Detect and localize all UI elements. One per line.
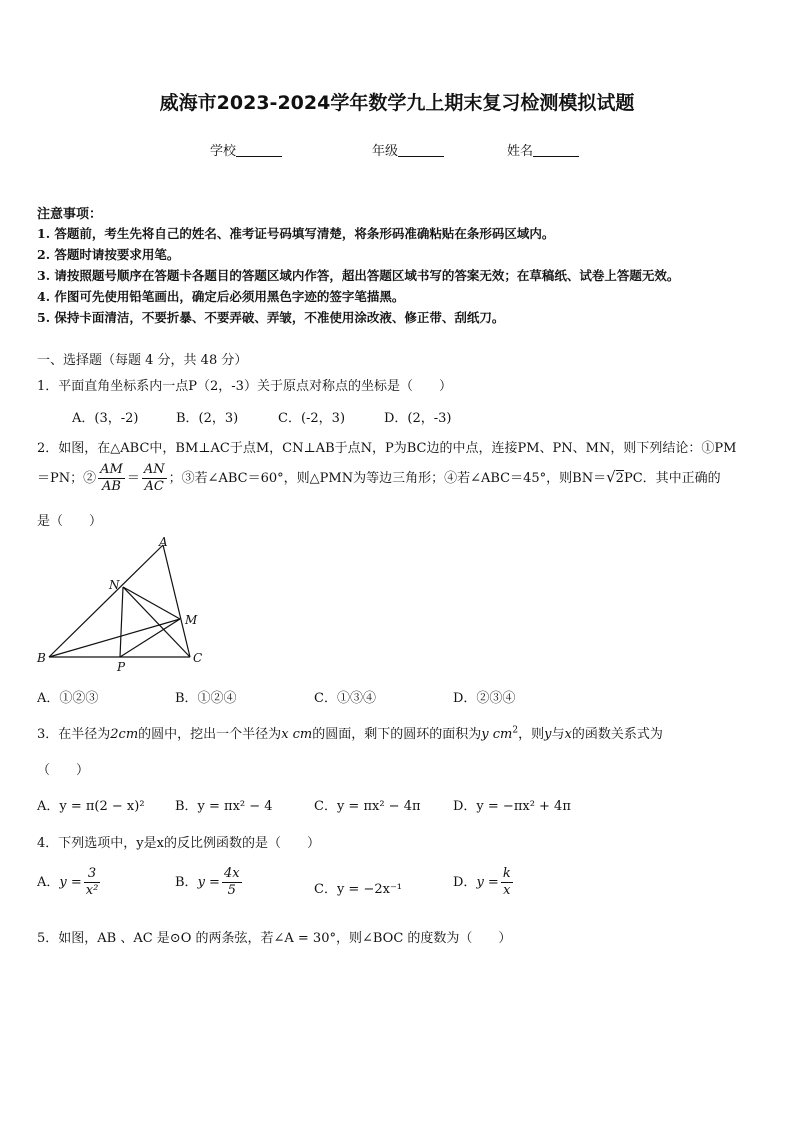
option-lhs: y = bbox=[476, 875, 499, 890]
q3-text: 的圆中，挖出一个半径为 bbox=[138, 727, 282, 742]
name-blank[interactable] bbox=[533, 143, 579, 157]
q3-y: y cm bbox=[481, 727, 513, 742]
note-item: 1. 答题前，考生先将自己的姓名、准考证号码填写清楚，将条形码准确粘贴在条形码区域内。 bbox=[37, 226, 555, 241]
q2-option-c[interactable]: C．①③④ bbox=[314, 691, 376, 706]
q2-option-a[interactable]: A．①②③ bbox=[37, 691, 99, 706]
sqrt-symbol: √ bbox=[606, 468, 616, 486]
q2-text-b: ；③若∠ABC＝60°，则△PMN为等边三角形；④若∠ABC＝45°，则BN＝ bbox=[168, 471, 607, 486]
q3-yv: y bbox=[544, 727, 552, 742]
segment-pn bbox=[120, 587, 123, 657]
segment-cn bbox=[123, 587, 190, 657]
q3-option-a[interactable]: A．y = π(2 − x)² bbox=[37, 799, 145, 814]
question-3-stem: 3．在半径为2cm的圆中，挖出一个半径为x cm的圆面，剩下的圆环的面积为y $cm^2$，则y与x的函数关系式为 bbox=[37, 725, 663, 742]
q3-x: x cm bbox=[281, 727, 313, 742]
q3-option-c[interactable]: C．y = πx² − 4π bbox=[314, 799, 421, 814]
note-item: 4. 作图可先使用铅笔画出，确定后必须用黑色字迹的签字笔描黑。 bbox=[37, 289, 405, 304]
question-4-stem: 4．下列选项中，y是x的反比例函数的是（ ） bbox=[37, 836, 320, 851]
label-a: A bbox=[159, 535, 168, 549]
option-lhs: y = bbox=[197, 875, 220, 890]
edge-ac bbox=[163, 545, 190, 657]
question-5-stem: 5．如图，AB 、AC 是⊙O 的两条弦，若∠A = 30°，则∠BOC 的度数为（ ） bbox=[37, 931, 512, 946]
option-fraction bbox=[222, 866, 242, 899]
q4-option-b[interactable] bbox=[175, 866, 244, 899]
label-p: P bbox=[117, 660, 126, 674]
option-fraction bbox=[501, 866, 513, 899]
note-item: 3. 请按照题号顺序在答题卡各题目的答题区域内作答，超出答题区域书写的答案无效；在草稿纸、试卷上答题无效。 bbox=[37, 268, 680, 283]
q3-text: 3．在半径为 bbox=[37, 727, 111, 742]
grade-field[interactable] bbox=[372, 140, 444, 159]
frac-numerator: 3 bbox=[84, 866, 101, 883]
q2-option-d[interactable]: D．②③④ bbox=[453, 691, 516, 706]
label-c: C bbox=[193, 651, 203, 665]
q2-fraction-an-ac bbox=[142, 462, 167, 495]
q3-text: 的圆面，剩下的圆环的面积为 bbox=[312, 727, 482, 742]
frac-numerator: 4x bbox=[223, 866, 240, 881]
note-item: 5. 保持卡面清洁，不要折暴、不要弄破、弄皱，不准使用涂改液、修正带、刮纸刀。 bbox=[37, 310, 505, 325]
frac-denominator: x bbox=[503, 883, 511, 898]
q3-radius: 2cm bbox=[110, 727, 139, 742]
option-fraction bbox=[84, 866, 101, 899]
q1-option-a[interactable]: A．(3，-2) bbox=[72, 411, 139, 426]
q2-option-b[interactable]: B．①②④ bbox=[175, 691, 237, 706]
school-field[interactable] bbox=[210, 140, 282, 159]
name-field[interactable] bbox=[507, 140, 579, 159]
school-blank[interactable] bbox=[236, 143, 282, 157]
q2-sqrt-value: 2 bbox=[615, 471, 624, 486]
grade-blank[interactable] bbox=[398, 143, 444, 157]
option-label: A． bbox=[37, 875, 60, 890]
q2-text-c: PC．其中正确的 bbox=[623, 471, 721, 486]
school-label: 学校 bbox=[210, 144, 237, 159]
q1-option-d[interactable]: D．(2，-3) bbox=[384, 411, 452, 426]
q1-option-b[interactable]: B．(2，3) bbox=[176, 411, 239, 426]
label-m: M bbox=[185, 613, 198, 627]
q1-option-c[interactable]: C．(-2，3) bbox=[278, 411, 346, 426]
question-1-stem: 1．平面直角坐标系内一点P（2，-3）关于原点对称点的坐标是（ ） bbox=[37, 379, 452, 394]
frac-numerator: AN bbox=[143, 462, 165, 477]
option-label: D． bbox=[453, 875, 477, 890]
frac-numerator: AM bbox=[100, 462, 123, 477]
q4-option-a[interactable] bbox=[37, 866, 102, 899]
q2-equals: ＝ bbox=[126, 471, 140, 486]
frac-denominator: 5 bbox=[227, 883, 236, 898]
label-b: B bbox=[37, 651, 46, 665]
q3-text: 的函数关系式为 bbox=[571, 727, 663, 742]
q3-text: ，则 bbox=[518, 727, 545, 742]
option-lhs: y = bbox=[59, 875, 82, 890]
note-item: 2. 答题时请按要求用笔。 bbox=[37, 247, 180, 262]
q4-option-c[interactable]: C．y = −2x⁻¹ bbox=[314, 882, 403, 897]
frac-denominator: x² bbox=[85, 883, 99, 898]
question-3-paren: （ ） bbox=[37, 763, 90, 778]
frac-denominator: AB bbox=[102, 479, 121, 494]
page-title: 威海市2023-2024学年数学九上期末复习检测模拟试题 bbox=[159, 92, 635, 114]
q3-xv: x bbox=[564, 727, 572, 742]
question-2-line2 bbox=[37, 462, 721, 495]
option-label: B． bbox=[175, 875, 198, 890]
triangle-figure bbox=[35, 535, 210, 675]
question-2-line1: 2．如图，在△ABC中，BM⊥AC于点M，CN⊥AB于点N，P为BC边的中点，连接PM、PN、MN，则下列结论：①PM bbox=[37, 441, 737, 456]
q3-text: 与 bbox=[551, 727, 565, 742]
section-heading: 一、选择题（每题 4 分，共 48 分） bbox=[37, 353, 248, 368]
frac-numerator: k bbox=[502, 866, 511, 881]
name-label: 姓名 bbox=[507, 144, 534, 159]
notes-heading: 注意事项： bbox=[37, 207, 103, 222]
segment-mn bbox=[123, 587, 180, 619]
q3-option-b[interactable]: B．y = πx² − 4 bbox=[175, 799, 273, 814]
question-2-line3: 是（ ） bbox=[37, 514, 103, 529]
q4-option-d[interactable] bbox=[453, 866, 515, 899]
q2-fraction-am-ab bbox=[98, 462, 125, 495]
q3-option-d[interactable]: D．y = −πx² + 4π bbox=[453, 799, 571, 814]
label-n: N bbox=[109, 578, 120, 592]
q2-text-a: ＝PN；② bbox=[37, 471, 97, 486]
frac-denominator: AC bbox=[144, 479, 164, 494]
grade-label: 年级 bbox=[372, 144, 399, 159]
